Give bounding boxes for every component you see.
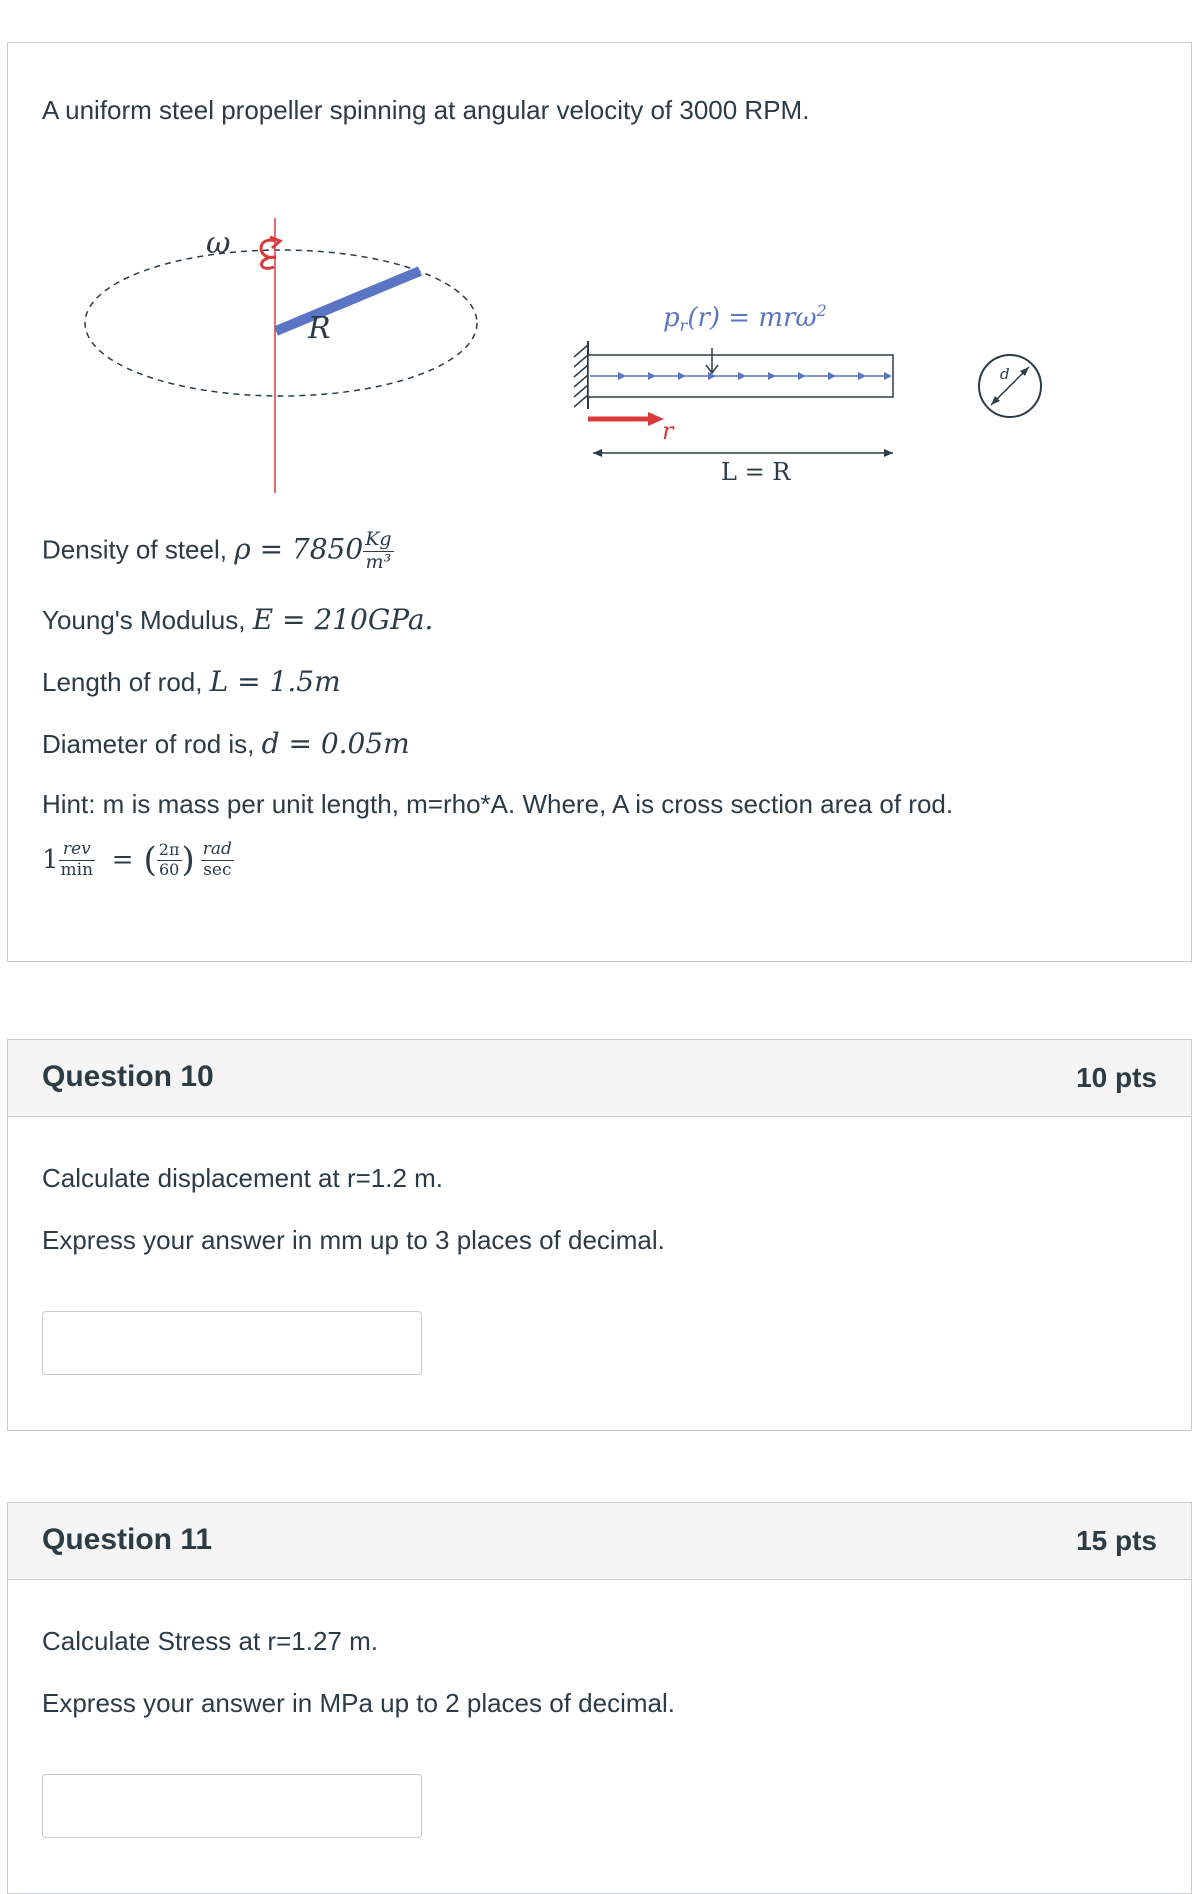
question-10-points: 10 pts <box>1076 1062 1157 1093</box>
rpm-conversion: 1 $\frac{\text{rev}}{\min}$ = ( $\frac{2\pi}{60}$ ) $\frac{\text{rad}}{\sec}$ <box>42 838 232 880</box>
question-10-header <box>8 1040 1191 1117</box>
density-unit: $\frac{Kg}{\text{m³}}$ <box>365 528 392 573</box>
propeller-blade <box>276 271 420 331</box>
omega-label: ω <box>206 226 231 261</box>
question-11-prompt: Calculate Stress at r=1.27 m. <box>42 1626 378 1656</box>
question-11-panel <box>7 1502 1192 1894</box>
propeller-diagram <box>8 173 1193 513</box>
r-label: r <box>662 417 674 445</box>
question-11-title: Question 11 <box>42 1523 213 1556</box>
radius-label: R <box>308 311 331 346</box>
diameter-line: Diameter of rod is, d = 0.05m <box>42 727 410 760</box>
fixed-wall-support <box>574 341 588 409</box>
diameter-label: d <box>1000 365 1010 383</box>
length-line: Length of rod, L = 1.5m <box>42 665 341 698</box>
intro-text: A uniform steel propeller spinning at angular velocity of 3000 RPM. <box>42 95 810 125</box>
r-position-arrow <box>588 412 664 426</box>
question-10-prompt: Calculate displacement at r=1.2 m. <box>42 1163 444 1193</box>
question-11-header <box>8 1503 1191 1580</box>
youngs-modulus-line: Young's Modulus, E = 210GPa. <box>42 603 434 636</box>
load-label: pr(r) = mrω$^2$ <box>663 301 827 335</box>
rotation-arrow-icon <box>261 237 280 268</box>
question-11-answer-input[interactable] <box>42 1774 422 1838</box>
question-10-instruction: Express your answer in mm up to 3 places of decimal. <box>42 1225 665 1255</box>
question-10-title: Question 10 <box>42 1060 214 1093</box>
question-10-answer-input[interactable] <box>42 1311 422 1375</box>
question-10-panel <box>7 1039 1192 1431</box>
length-dimension-arrow <box>593 449 893 457</box>
hint-text: Hint: m is mass per unit length, m=rho*A. Where, A is cross section area of rod. <box>42 789 954 819</box>
density-line: Density of steel, ρ = 7850 $\frac{Kg}{\text{m³}}$ <box>42 528 392 573</box>
question-11-points: 15 pts <box>1076 1525 1157 1556</box>
question-11-instruction: Express your answer in MPa up to 2 places of decimal. <box>42 1688 675 1718</box>
problem-statement-panel <box>7 42 1192 962</box>
length-label: L = R <box>721 458 791 486</box>
